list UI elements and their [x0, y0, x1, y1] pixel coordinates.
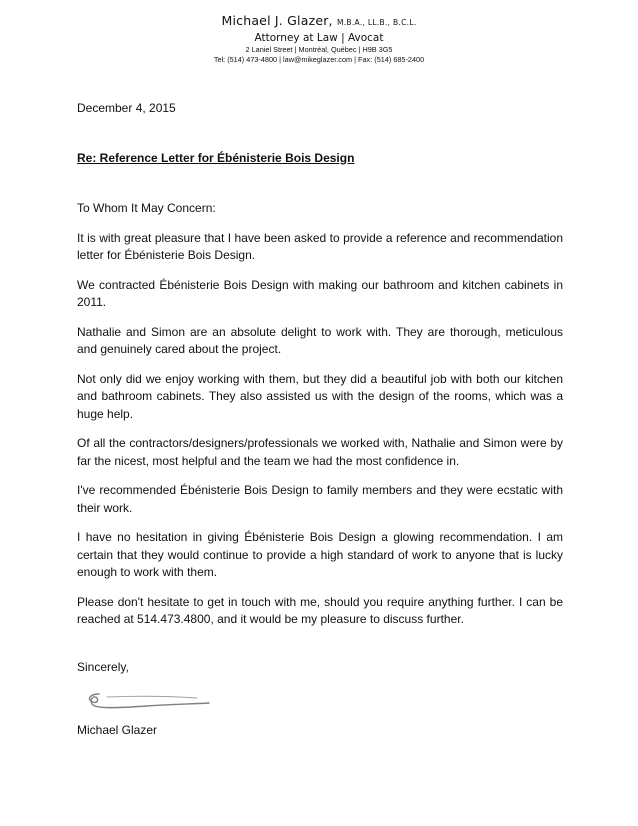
- letter-paragraph: Please don't hesitate to get in touch with me, should you require anything further. I can be reached at 514.473.4800, and it would be my pleasure to discuss further.: [77, 594, 563, 626]
- letter-paragraph: I've recommended Ébénisterie Bois Design to family members and they were ecstatic with their work.: [77, 483, 563, 515]
- letter-paragraph: It is with great pleasure that I have been asked to provide a reference and recommendation letter for Ébénisterie Bois Design.: [77, 230, 563, 262]
- letter-paragraph: Of all the contractors/designers/professionals we worked with, Nathalie and Simon were by far the nicest, most helpful and the team we had the most confidence in.: [77, 436, 563, 468]
- letter-subject: Re: Reference Letter for Ébénisterie Bois Design: [77, 150, 355, 165]
- letterhead: [0, 12, 638, 65]
- letter-salutation: To Whom It May Concern:: [77, 201, 216, 215]
- letterhead-name: Michael J. Glazer,: [221, 13, 333, 28]
- letter-closing: Sincerely,: [77, 659, 129, 674]
- letter-paragraph: Nathalie and Simon are an absolute delight to work with. They are thorough, meticulous and genuinely cared about the project.: [77, 324, 563, 356]
- signature-scribble: [77, 682, 217, 716]
- letterhead-name-line: [0, 12, 638, 31]
- letter-paragraph: We contracted Ébénisterie Bois Design with making our bathroom and kitchen cabinets in 2011.: [77, 277, 563, 309]
- handwritten-signature: [77, 682, 563, 716]
- letterhead-title: Attorney at Law | Avocat: [254, 32, 384, 44]
- letter-date: December 4, 2015: [77, 101, 176, 115]
- letter-paragraph: I have no hesitation in giving Ébénisterie Bois Design a glowing recommendation. I am certain that they would continue to provide a high standard of work to anyone that is lucky enough to work with them.: [77, 530, 563, 579]
- letterhead-address: 2 Laniel Street | Montréal, Québec | H9B 3G5: [245, 45, 393, 54]
- letter-signer: Michael Glazer: [77, 723, 158, 737]
- letter-body: [77, 100, 563, 740]
- letterhead-contact: Tel: (514) 473-4800 | law@mikeglazer.com | Fax: (514) 685-2400: [213, 55, 425, 64]
- letterhead-credentials: M.B.A., LL.B., B.C.L.: [336, 18, 417, 27]
- letter-paragraph: Not only did we enjoy working with them, but they did a beautiful job with both our kitchen and bathroom cabinets. They also assisted us with the design of the rooms, which was a huge help.: [77, 371, 563, 421]
